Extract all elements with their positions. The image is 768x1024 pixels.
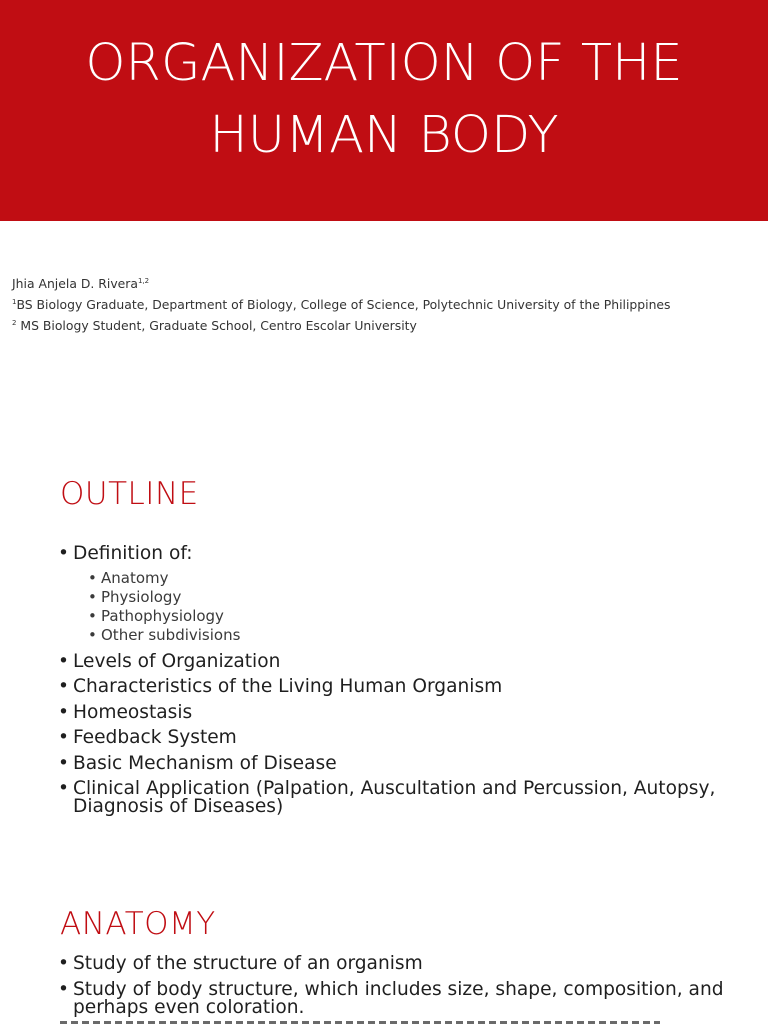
definition-subitem: • Pathophysiology [73,607,748,626]
author-block [12,272,768,335]
definition-sublist [73,569,748,645]
anatomy-item: • Study of body structure, which includes size, shape, composition, and perhaps even coloration. [58,981,748,1017]
outline-list [58,545,748,824]
outline-heading: OUTLINE [60,476,199,512]
outline-item: • Levels of Organization [58,653,748,671]
anatomy-list [58,955,748,1024]
affiliation-2 [12,314,768,335]
title-line-1: ORGANIZATION OF THE [85,34,683,93]
outline-item: • Characteristics of the Living Human Organism [58,678,748,696]
title-line-2: HUMAN BODY [209,106,559,165]
outline-item [58,545,748,645]
affiliation-2-mark: 2 [12,319,17,327]
outline-item: • Feedback System [58,729,748,747]
affiliation-1 [12,293,768,314]
outline-item-label: Definition of: [73,543,193,564]
author-name: Jhia Anjela D. Rivera [12,276,138,291]
anatomy-item: • Study of the structure of an organism [58,955,748,973]
document-title [0,28,768,172]
affiliation-1-text: BS Biology Graduate, Department of Biology, College of Science, Polytechnic University of the Philippines [16,297,671,312]
outline-item: • Basic Mechanism of Disease [58,755,748,773]
outline-item: • Clinical Application (Palpation, Auscultation and Percussion, Autopsy, Diagnosis of Diseases) [58,780,748,816]
definition-subitem: • Physiology [73,588,748,607]
anatomy-heading: ANATOMY [60,906,216,942]
outline-item: • Homeostasis [58,704,748,722]
definition-subitem: • Anatomy [73,569,748,588]
author-name-line [12,272,768,293]
affiliation-1-mark: 1 [12,298,17,306]
author-affiliation-marks: 1,2 [137,277,150,285]
definition-subitem: • Other subdivisions [73,626,748,645]
affiliation-2-text: MS Biology Student, Graduate School, Centro Escolar University [16,318,417,333]
